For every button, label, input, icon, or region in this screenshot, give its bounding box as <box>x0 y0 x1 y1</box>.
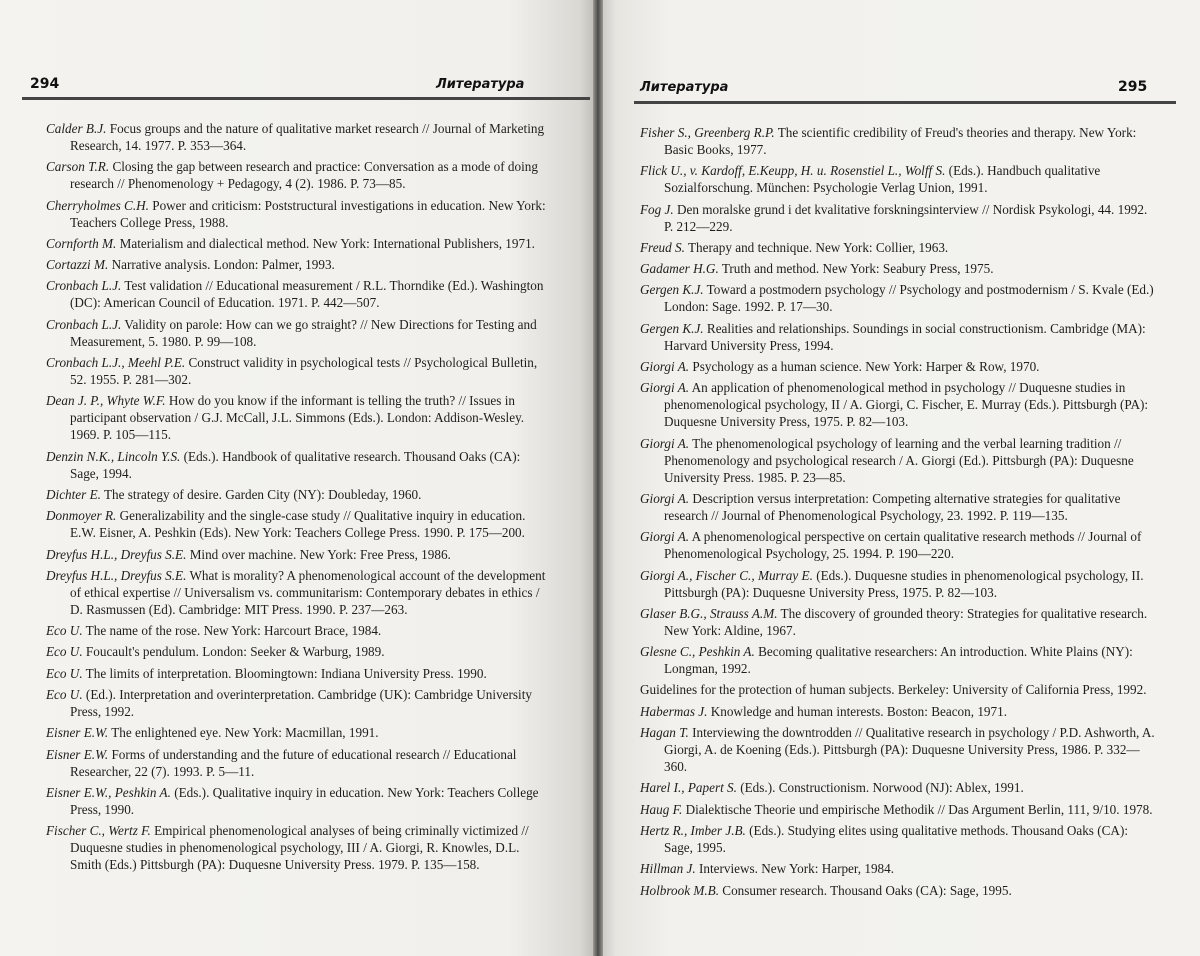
bibliography-entry <box>640 528 1156 562</box>
bibliography-entry <box>640 681 1156 698</box>
entry-text: Description versus interpretation: Competing alternative strategies for qualitative research // Journal of Phenomenological Psychology, 23. 1992. P. 119—135. <box>664 490 1121 523</box>
entry-text: A phenomenological perspective on certain qualitative research methods // Journal of Phenomenological Psychology, 25. 1994. P. 190—220. <box>664 529 1142 562</box>
bibliography-entry <box>640 703 1156 720</box>
entry-text: Realities and relationships. Soundings in social constructionism. Cambridge (MA): Harvard University Press, 1994. <box>664 320 1146 353</box>
entry-author: Glaser B.G., Strauss A.M. <box>640 605 778 621</box>
entry-text: The limits of interpretation. Bloomingtown: Indiana University Press. 1990. <box>82 665 487 681</box>
entry-text: The scientific credibility of Freud's theories and therapy. New York: Basic Books, 1977. <box>664 125 1137 157</box>
entry-author: Habermas J. <box>640 703 708 719</box>
bibliography-entry <box>640 605 1156 639</box>
entry-text: (Eds.). Qualitative inquiry in education. New York: Teachers College Press, 1990. <box>70 784 539 817</box>
bibliography-entry <box>46 120 546 154</box>
bibliography-entry <box>640 239 1156 256</box>
entry-text: Den moralske grund i det kvalitative forskningsinterview // Nordisk Psykologi, 44. 1992. P. 212—229. <box>664 201 1148 234</box>
entry-text: Dialektische Theorie und empirische Methodik // Das Argument Berlin, 111, 9/10. 1978. <box>682 801 1153 817</box>
bibliography-entry <box>46 277 546 311</box>
entry-author: Harel I., Papert S. <box>640 780 737 796</box>
bibliography-entry <box>46 622 546 639</box>
entry-author: Eisner E.W., Peshkin A. <box>46 784 171 800</box>
bibliography-entry <box>46 784 546 818</box>
bibliography-entry <box>46 392 546 443</box>
entry-text: Empirical phenomenological analyses of being criminally victimized // Duquesne studies in phenomenological psychology, III / A. Giorgi, R. Knowles, D.L. Smith (Eds.) Pittsburgh (PA): Duquesne University Press. 1979. P. 135—158. <box>70 823 529 873</box>
entry-author: Giorgi A. <box>640 359 690 375</box>
entry-text: What is morality? A phenomenological account of the development of ethical expertise // Universalism vs. communitarism: Contemporary debates in ethics / D. Rasmussen (Ed). Cambridge: MIT Press. 1990. P. 237—263. <box>70 567 546 617</box>
header-rule <box>22 97 590 100</box>
entry-author: Eco U. <box>46 687 83 703</box>
bibliography-entry <box>46 686 546 720</box>
bibliography-entry <box>46 822 546 873</box>
entry-text: Consumer research. Thousand Oaks (CA): Sage, 1995. <box>719 882 1012 898</box>
entry-author: Cronbach L.J. <box>46 278 122 294</box>
entry-author: Flick U., v. Kardoff, E.Keupp, H. u. Rosenstiel L., Wolff S. <box>640 163 946 179</box>
entry-author: Dreyfus H.L., Dreyfus S.E. <box>46 546 187 562</box>
entry-text: Becoming qualitative researchers: An introduction. White Plains (NY): Longman, 1992. <box>664 644 1133 677</box>
bibliography-entry <box>640 822 1156 856</box>
entry-text: (Eds.). Handbuch qualitative Sozialforschung. München: Psychologie Verlag Union, 1991. <box>664 163 1101 196</box>
entry-text: The name of the rose. New York: Harcourt Brace, 1984. <box>82 623 382 639</box>
bibliography-entry <box>640 379 1156 430</box>
entry-text: The enlightened eye. New York: Macmillan, 1991. <box>108 725 379 741</box>
entry-text: The strategy of desire. Garden City (NY): Doubleday, 1960. <box>100 486 422 502</box>
bibliography-entry <box>640 281 1156 315</box>
entry-author: Haug F. <box>640 801 683 817</box>
bibliography-entry <box>46 643 546 660</box>
bibliography-entry <box>46 158 546 192</box>
entry-author: Giorgi A. <box>640 529 690 545</box>
entry-text: The phenomenological psychology of learning and the verbal learning tradition // Phenomenology and psychological research / A. Giorgi (Ed.). Pittsburgh (PA): Duquesne University Press. 1985. P. 23—85. <box>664 435 1134 485</box>
entry-author: Fisher S., Greenberg R.P. <box>640 125 775 140</box>
entry-author: Fog J. <box>640 201 674 217</box>
bibliography-entry <box>46 665 546 682</box>
bibliography-entry <box>640 779 1156 796</box>
entry-text: Power and criticism: Poststructural investigations in education. New York: Teachers College Press, 1988. <box>70 197 546 230</box>
entry-author: Eisner E.W. <box>46 746 109 762</box>
entry-author: Giorgi A. <box>640 490 690 506</box>
right-page <box>598 0 1200 956</box>
entry-text: Construct validity in psychological tests // Psychological Bulletin, 52. 1955. P. 281—302. <box>70 355 538 388</box>
entry-text: (Eds.). Handbook of qualitative research. Thousand Oaks (CA): Sage, 1994. <box>70 448 521 481</box>
entry-text: Psychology as a human science. New York: Harper & Row, 1970. <box>689 359 1040 375</box>
entry-text: Foucault's pendulum. London: Seeker & Warburg, 1989. <box>82 644 385 660</box>
bibliography-entry <box>640 801 1156 818</box>
entry-author: Gergen K.J. <box>640 282 704 298</box>
entry-author: Eisner E.W. <box>46 725 109 741</box>
entry-text: (Eds.). Studying elites using qualitative methods. Thousand Oaks (CA): Sage, 1995. <box>664 822 1128 855</box>
entry-author: Dean J. P., Whyte W.F. <box>46 393 166 409</box>
entry-text: Mind over machine. New York: Free Press, 1986. <box>186 546 451 562</box>
entry-author: Hagan T. <box>640 725 689 741</box>
entry-text: Generalizability and the single-case study // Qualitative inquiry in education. E.W. Eisner, A. Peshkin (Eds). New York: Teachers College Press. 1990. P. 175—200. <box>70 508 526 541</box>
entry-author: Eco U. <box>46 644 83 660</box>
running-head: Литература <box>640 80 729 95</box>
entry-author: Gadamer H.G. <box>640 261 719 277</box>
entry-author: Giorgi A. <box>640 380 690 396</box>
entry-text: The discovery of grounded theory: Strategies for qualitative research. New York: Aldine, 1967. <box>664 605 1148 638</box>
entry-text: Narrative analysis. London: Palmer, 1993. <box>108 257 335 273</box>
entry-author: Giorgi A. <box>640 435 690 451</box>
entry-text: (Eds.). Duquesne studies in phenomenological psychology, II. Pittsburgh (PA): Duquesne University Press, 1975. P. 82—103. <box>664 567 1144 600</box>
entry-text: Focus groups and the nature of qualitative market research // Journal of Marketing Research, 14. 1977. P. 353—364. <box>70 121 545 153</box>
entry-author: Dreyfus H.L., Dreyfus S.E. <box>46 567 187 583</box>
bibliography-entry <box>640 643 1156 677</box>
entry-text: Knowledge and human interests. Boston: Beacon, 1971. <box>707 703 1008 719</box>
bibliography-entry <box>640 260 1156 277</box>
bibliography-entry <box>46 316 546 350</box>
entry-author: Giorgi A., Fischer C., Murray E. <box>640 567 813 583</box>
page-number: 294 <box>30 76 60 92</box>
entry-author: Cornforth M. <box>46 235 117 251</box>
entry-author: Hertz R., Imber J.B. <box>640 822 746 838</box>
bibliography-entry <box>640 490 1156 524</box>
entry-text: Closing the gap between research and practice: Conversation as a mode of doing research // Phenomenology + Pedagogy, 4 (2). 1986. P. 73—85. <box>70 159 538 192</box>
bibliography-entry <box>640 724 1156 775</box>
left-page <box>0 0 598 956</box>
entry-text: Interviewing the downtrodden // Qualitative research in psychology / P.D. Ashworth, A. Giorgi, A. de Koening (Eds.). Pittsburgh (PA): Duquesne University Press, 1986. P. 332—360. <box>664 725 1155 775</box>
entry-author: Gergen K.J. <box>640 320 704 336</box>
entry-text: Therapy and technique. New York: Collier, 1963. <box>684 239 949 255</box>
bibliography-entry <box>46 486 546 503</box>
entry-author: Eco U. <box>46 665 83 681</box>
entry-text: (Eds.). Constructionism. Norwood (NJ): Ablex, 1991. <box>736 780 1024 796</box>
entry-text: Materialism and dialectical method. New York: International Publishers, 1971. <box>116 235 535 251</box>
entry-text: Toward a postmodern psychology // Psychology and postmodernism / S. Kvale (Ed.) London: Sage. 1992. P. 17—30. <box>664 282 1154 315</box>
bibliography-entry <box>640 162 1156 196</box>
entry-text: Guidelines for the protection of human subjects. Berkeley: University of California Press, 1992. <box>640 682 1147 698</box>
bibliography-entry <box>640 860 1156 877</box>
entry-author: Freud S. <box>640 239 685 255</box>
bibliography-entry <box>46 256 546 273</box>
entry-author: Cronbach L.J., Meehl P.E. <box>46 355 186 371</box>
bibliography-entry <box>46 354 546 388</box>
running-head: Литература <box>436 77 525 92</box>
entry-author: Cortazzi M. <box>46 257 109 273</box>
bibliography-list <box>640 124 1156 903</box>
bibliography-entry <box>46 567 546 618</box>
bibliography-list <box>46 120 546 878</box>
entry-author: Cherryholmes C.H. <box>46 197 149 213</box>
entry-author: Holbrook M.B. <box>640 882 719 898</box>
entry-author: Dichter E. <box>46 486 101 502</box>
entry-text: Interviews. New York: Harper, 1984. <box>695 861 895 877</box>
bibliography-entry <box>46 235 546 252</box>
entry-author: Glesne C., Peshkin A. <box>640 644 755 660</box>
entry-author: Donmoyer R. <box>46 508 117 524</box>
bibliography-entry <box>640 567 1156 601</box>
entry-text: Test validation // Educational measurement / R.L. Thorndike (Ed.). Washington (DC): American Council of Education. 1971. P. 442—507. <box>70 278 544 311</box>
bibliography-entry <box>640 201 1156 235</box>
entry-author: Hillman J. <box>640 861 696 877</box>
entry-author: Denzin N.K., Lincoln Y.S. <box>46 448 181 464</box>
bibliography-entry <box>640 882 1156 899</box>
bibliography-entry <box>46 197 546 231</box>
bibliography-entry <box>640 124 1156 158</box>
entry-text: Validity on parole: How can we go straight? // New Directions for Testing and Measurement, 5. 1980. P. 99—108. <box>70 316 537 349</box>
bibliography-entry <box>46 724 546 741</box>
bibliography-entry <box>46 448 546 482</box>
book-gutter <box>593 0 603 956</box>
entry-author: Cronbach L.J. <box>46 316 122 332</box>
page-number: 295 <box>1118 79 1148 95</box>
entry-text: Forms of understanding and the future of educational research // Educational Researcher, 22 (7). 1993. P. 5—11. <box>70 746 517 779</box>
bibliography-entry <box>46 746 546 780</box>
entry-text: How do you know if the informant is telling the truth? // Issues in participant observation / G.J. McCall, J.L. Simmons (Eds.). London: Addison-Wesley. 1969. P. 105—115. <box>70 393 525 443</box>
bibliography-entry <box>640 320 1156 354</box>
bibliography-entry <box>46 546 546 563</box>
entry-text: An application of phenomenological method in psychology // Duquesne studies in phenomenological psychology, II / A. Giorgi, C. Fischer, E. Murray (Eds.). Pittsburgh (PA): Duquesne University Press, 1975. P. 82—103. <box>664 380 1149 430</box>
bibliography-entry <box>640 435 1156 486</box>
entry-author: Eco U. <box>46 623 83 639</box>
entry-text: (Ed.). Interpretation and overinterpretation. Cambridge (UK): Cambridge University Press, 1992. <box>70 687 532 720</box>
header-rule <box>634 101 1176 104</box>
bibliography-entry <box>640 358 1156 375</box>
entry-author: Calder B.J. <box>46 121 107 136</box>
entry-author: Carson T.R. <box>46 159 110 175</box>
entry-author: Fischer C., Wertz F. <box>46 823 151 839</box>
entry-text: Truth and method. New York: Seabury Press, 1975. <box>718 261 994 277</box>
bibliography-entry <box>46 507 546 541</box>
